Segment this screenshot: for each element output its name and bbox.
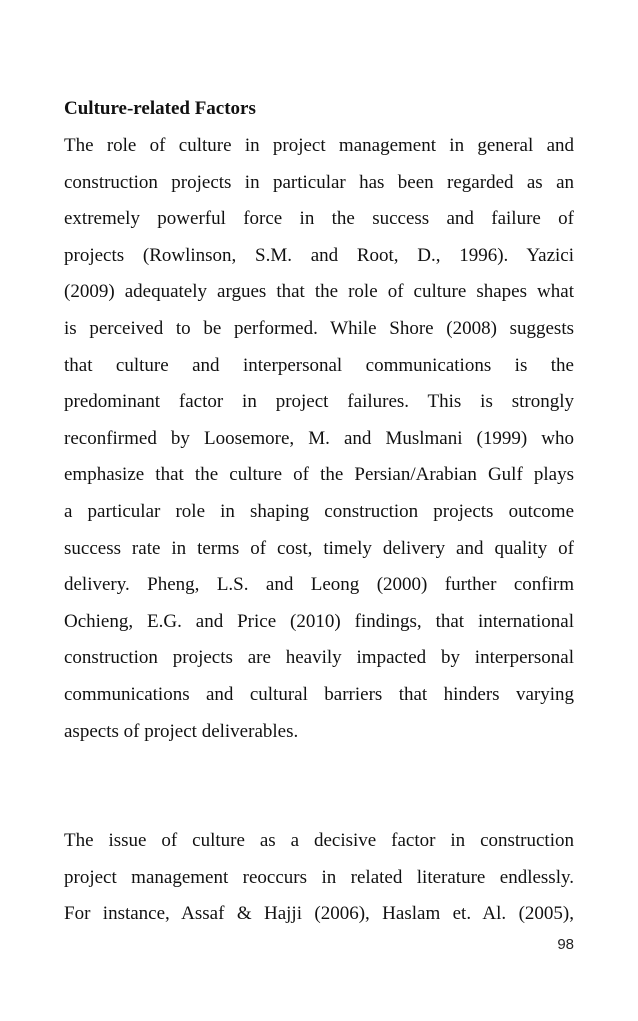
text-line: reconfirmed by Loosemore, M. and Muslmani (1999) who (64, 427, 574, 449)
text-line: Ochieng, E.G. and Price (2010) findings, that international (64, 610, 574, 632)
text-line: The issue of culture as a decisive factor in construction (64, 830, 574, 852)
text-line: a particular role in shaping construction projects outcome (64, 500, 574, 522)
text-line: success rate in terms of cost, timely delivery and quality of (64, 537, 574, 559)
text-line: For instance, Assaf & Hajji (2006), Haslam et. Al. (2005), (64, 903, 574, 925)
text-line: aspects of project deliverables. (64, 720, 299, 742)
text-line: construction projects are heavily impacted by interpersonal (64, 647, 574, 669)
text-line: that culture and interpersonal communications is the (64, 354, 574, 376)
page-number: 98 (557, 936, 574, 953)
text-line: predominant factor in project failures. This is strongly (64, 391, 574, 413)
text-line: emphasize that the culture of the Persian/Arabian Gulf plays (64, 464, 574, 486)
text-line: extremely powerful force in the success and failure of (64, 208, 574, 230)
text-line: The role of culture in project management in general and (64, 135, 574, 156)
page-content (64, 98, 574, 933)
text-line: project management reoccurs in related literature endlessly. (64, 866, 574, 888)
text-line: is perceived to be performed. While Shore (2008) suggests (64, 317, 574, 339)
paragraph-2 (64, 823, 574, 933)
text-line: delivery. Pheng, L.S. and Leong (2000) further confirm (64, 574, 574, 596)
section-heading: Culture-related Factors (64, 98, 256, 119)
text-line: construction projects in particular has been regarded as an (64, 171, 574, 193)
text-line: communications and cultural barriers that hinders varying (64, 683, 574, 705)
text-line: (2009) adequately argues that the role of culture shapes what (64, 281, 574, 303)
paragraph-1 (64, 128, 574, 750)
text-line: projects (Rowlinson, S.M. and Root, D., 1996). Yazici (64, 244, 574, 266)
